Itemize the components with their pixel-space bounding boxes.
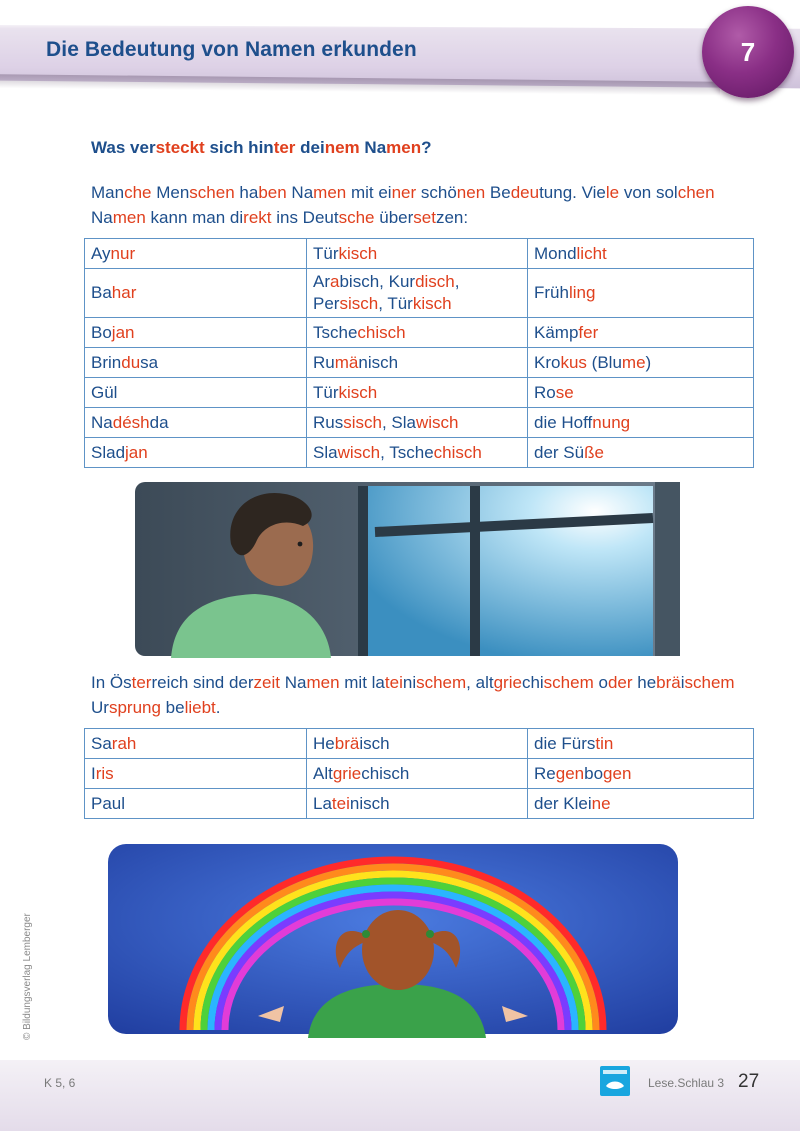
name-cell — [85, 239, 307, 269]
table-row — [85, 269, 754, 318]
syllable-text: über — [374, 208, 414, 227]
syllable-highlight: gen — [603, 763, 632, 783]
syllable-text: La — [313, 793, 332, 813]
syllable-text: Gül — [91, 382, 118, 402]
syllable-text: sich hin — [204, 138, 274, 157]
table-row — [85, 239, 754, 269]
syllable-highlight: men — [306, 673, 340, 692]
syllable-highlight: ris — [95, 763, 114, 783]
syllable-highlight: du — [121, 352, 141, 372]
origin-cell — [307, 408, 528, 438]
name-cell — [85, 789, 307, 819]
syllable-highlight: gen — [555, 763, 585, 783]
syllable-text: Slad — [91, 442, 126, 462]
syllable-text: be — [160, 698, 185, 717]
meaning-cell — [528, 408, 754, 438]
syllable-text: von sol — [619, 183, 678, 202]
syllable-text: Alt — [313, 763, 333, 783]
syllable-highlight: désh — [112, 412, 150, 432]
syllable-highlight: sprung — [108, 698, 161, 717]
syllable-text: da — [149, 412, 169, 432]
syllable-text: Na — [359, 138, 387, 157]
syllable-text: der Sü — [534, 442, 585, 462]
footer-band — [0, 1060, 800, 1131]
syllable-highlight: ner — [391, 183, 417, 202]
syllable-text: Men — [151, 183, 190, 202]
origin-cell — [307, 378, 528, 408]
meaning-cell — [528, 269, 754, 318]
syllable-text: Man — [91, 183, 125, 202]
syllable-highlight: nen — [456, 183, 486, 202]
syllable-text: Früh — [534, 283, 569, 302]
origin-cell — [307, 239, 528, 269]
syllable-highlight: steckt — [155, 138, 205, 157]
origin-cell — [307, 759, 528, 789]
table-row — [85, 789, 754, 819]
syllable-text: Ru — [313, 352, 335, 372]
syllable-highlight: chisch — [433, 442, 482, 462]
table-row — [85, 318, 754, 348]
girl-rainbow-illustration — [108, 838, 678, 1038]
name-cell — [85, 318, 307, 348]
syllable-highlight: nur — [110, 243, 136, 263]
syllable-highlight: liebt — [184, 698, 216, 717]
chapter-badge: 7 — [702, 6, 794, 98]
syllable-highlight: ling — [568, 283, 596, 302]
syllable-highlight: har — [111, 283, 137, 302]
meaning-cell — [528, 729, 754, 759]
syllable-text: bisch, Kur — [339, 272, 416, 291]
meaning-cell — [528, 318, 754, 348]
syllable-highlight: sisch — [339, 294, 379, 313]
syllable-highlight: chisch — [357, 322, 406, 342]
syllable-highlight: sisch — [343, 412, 382, 432]
syllable-text: (Blu — [586, 352, 622, 372]
meaning-cell — [528, 378, 754, 408]
syllable-text: chi — [521, 673, 544, 692]
names-table-1 — [84, 238, 754, 468]
syllable-text: mit la — [339, 673, 385, 692]
name-cell — [85, 408, 307, 438]
syllable-highlight: tei — [384, 673, 403, 692]
names-table-2 — [84, 728, 754, 819]
syllable-text: der Klei — [534, 793, 592, 813]
table-row — [85, 408, 754, 438]
syllable-text: , — [454, 272, 460, 291]
syllable-text: reich sind der — [151, 673, 254, 692]
table-row — [85, 759, 754, 789]
syllable-text: : — [463, 208, 469, 227]
syllable-text: , Tür — [378, 294, 413, 313]
syllable-highlight: tin — [595, 733, 614, 753]
syllable-text: dei — [295, 138, 325, 157]
syllable-text: sa — [140, 352, 159, 372]
syllable-text: nisch — [358, 352, 399, 372]
syllable-text: Bo — [91, 322, 112, 342]
syllable-highlight: grie — [332, 763, 362, 783]
syllable-highlight: kisch — [338, 243, 378, 263]
name-cell — [85, 759, 307, 789]
syllable-text: Sa — [91, 733, 112, 753]
syllable-highlight: wisch — [337, 442, 381, 462]
syllable-text: i — [680, 673, 685, 692]
syllable-highlight: men — [112, 208, 146, 227]
competency-reference: K 5, 6 — [44, 1076, 76, 1090]
syllable-highlight: se — [555, 382, 574, 402]
syllable-highlight: le — [605, 183, 620, 202]
syllable-highlight: a — [330, 272, 340, 291]
name-cell — [85, 438, 307, 468]
syllable-text: he — [632, 673, 657, 692]
question-title — [91, 138, 432, 158]
syllable-text: Per — [313, 294, 340, 313]
meaning-cell — [528, 759, 754, 789]
syllable-text: bo — [584, 763, 604, 783]
syllable-highlight: men — [386, 138, 422, 157]
syllable-text: Tür — [313, 243, 339, 263]
syllable-text: isch — [359, 733, 390, 753]
table-row — [85, 438, 754, 468]
syllable-highlight: rah — [111, 733, 137, 753]
syllable-text: Ro — [534, 382, 556, 402]
syllable-text: Be — [485, 183, 511, 202]
syllable-text: Tsche — [313, 322, 358, 342]
syllable-highlight: kus — [560, 352, 587, 372]
name-cell — [85, 269, 307, 318]
syllable-highlight: schen — [189, 183, 235, 202]
syllable-highlight: jan — [125, 442, 148, 462]
syllable-text: die Fürs — [534, 733, 596, 753]
syllable-text: chisch — [361, 763, 410, 783]
syllable-text: I — [91, 763, 96, 783]
syllable-highlight: ben — [258, 183, 287, 202]
syllable-highlight: schem — [416, 673, 467, 692]
origin-cell — [307, 789, 528, 819]
syllable-highlight: ter — [131, 673, 152, 692]
syllable-text: ins Deut — [271, 208, 339, 227]
syllable-text: , Sla — [381, 412, 416, 432]
syllable-text: Na — [91, 208, 113, 227]
syllable-highlight: schem — [543, 673, 594, 692]
syllable-highlight: sche — [338, 208, 375, 227]
syllable-text: In Ös — [91, 673, 132, 692]
syllable-text: He — [313, 733, 335, 753]
intro-paragraph-2 — [91, 670, 741, 720]
syllable-highlight: deu — [510, 183, 540, 202]
syllable-text: zen — [435, 208, 464, 227]
syllable-highlight: men — [313, 183, 347, 202]
syllable-highlight: brä — [656, 673, 681, 692]
syllable-highlight: grie — [493, 673, 522, 692]
syllable-text: ni — [402, 673, 417, 692]
syllable-text: o — [593, 673, 608, 692]
syllable-text: schö — [416, 183, 457, 202]
name-cell — [85, 348, 307, 378]
boy-at-window-illustration — [135, 478, 680, 660]
syllable-highlight: ter — [273, 138, 296, 157]
syllable-text: kann man di — [145, 208, 244, 227]
syllable-highlight: che — [124, 183, 152, 202]
syllable-highlight: kisch — [338, 382, 378, 402]
syllable-text: Ar — [313, 272, 330, 291]
meaning-cell — [528, 348, 754, 378]
syllable-highlight: nung — [592, 412, 631, 432]
syllable-highlight: fer — [578, 322, 599, 342]
page-number: 27 — [738, 1071, 760, 1092]
meaning-cell — [528, 239, 754, 269]
name-cell — [85, 729, 307, 759]
syllable-highlight: wisch — [416, 412, 459, 432]
syllable-text: nisch — [349, 793, 390, 813]
syllable-highlight: set — [413, 208, 436, 227]
page-title: Die Bedeutung von Namen erkunden — [46, 38, 417, 61]
syllable-text: ha — [234, 183, 259, 202]
syllable-text: . — [215, 698, 221, 717]
syllable-highlight: disch — [415, 272, 455, 291]
copyright-note: © Bildungsverlag Lemberger — [22, 913, 33, 1040]
syllable-highlight: mä — [334, 352, 359, 372]
meaning-cell — [528, 789, 754, 819]
origin-cell — [307, 729, 528, 759]
syllable-text: Na — [280, 673, 307, 692]
syllable-highlight: brä — [334, 733, 360, 753]
syllable-highlight: nem — [324, 138, 360, 157]
syllable-text: , Tsche — [380, 442, 434, 462]
syllable-text: Tür — [313, 382, 339, 402]
series-name: Lese.Schlau 3 — [648, 1076, 725, 1090]
syllable-text: mit ei — [346, 183, 392, 202]
syllable-highlight: tei — [331, 793, 350, 813]
syllable-highlight: schem — [684, 673, 735, 692]
syllable-highlight: jan — [111, 322, 135, 342]
table-row — [85, 729, 754, 759]
syllable-text: Was ver — [91, 138, 156, 157]
syllable-highlight: rekt — [243, 208, 272, 227]
syllable-text: Brin — [91, 352, 122, 372]
origin-cell — [307, 348, 528, 378]
syllable-text: Na — [286, 183, 314, 202]
syllable-text: Ay — [91, 243, 111, 263]
syllable-text: Paul — [91, 793, 126, 813]
syllable-text: Ur — [91, 698, 109, 717]
syllable-text: Kro — [534, 352, 561, 372]
syllable-highlight: der — [607, 673, 633, 692]
syllable-highlight: ße — [584, 442, 604, 462]
syllable-text: Ba — [91, 283, 112, 302]
syllable-text: ? — [421, 138, 432, 157]
syllable-text: Re — [534, 763, 556, 783]
syllable-text: tung. Vie — [539, 183, 606, 202]
syllable-highlight: ne — [591, 793, 611, 813]
syllable-highlight: licht — [576, 243, 607, 263]
syllable-text: Mond — [534, 243, 577, 263]
series-logo-icon — [600, 1066, 630, 1096]
meaning-cell — [528, 438, 754, 468]
syllable-text: Kämp — [534, 322, 579, 342]
syllable-text: Na — [91, 412, 113, 432]
origin-cell — [307, 438, 528, 468]
syllable-text: ) — [645, 352, 652, 372]
table-row — [85, 378, 754, 408]
syllable-text: Sla — [313, 442, 338, 462]
syllable-highlight: chen — [677, 183, 715, 202]
syllable-highlight: kisch — [412, 294, 452, 313]
syllable-text: , alt — [466, 673, 494, 692]
intro-paragraph-1 — [91, 180, 741, 230]
origin-cell — [307, 318, 528, 348]
origin-cell — [307, 269, 528, 318]
syllable-highlight: zeit — [253, 673, 280, 692]
name-cell — [85, 378, 307, 408]
syllable-text: die Hoff — [534, 412, 593, 432]
table-row — [85, 348, 754, 378]
syllable-highlight: me — [621, 352, 646, 372]
syllable-text: Rus — [313, 412, 344, 432]
